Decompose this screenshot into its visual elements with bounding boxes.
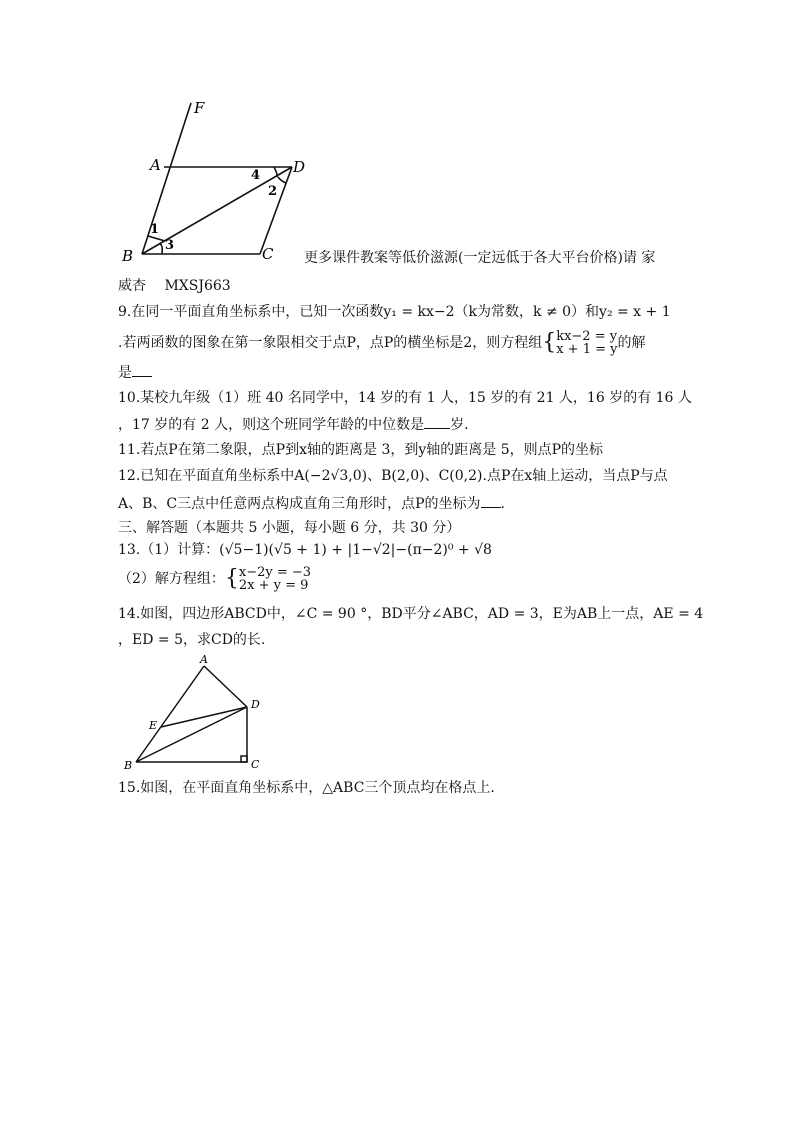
angle-2: 2: [268, 184, 278, 199]
q14-line-1: 14.如图，四边形ABCD中，∠C = 90 °，BD平分∠ABC，AD = 3，E为AB上一点，AE = 4: [118, 606, 704, 622]
label-B: B: [122, 247, 134, 265]
q9-answer-blank[interactable]: [132, 362, 152, 377]
q12-line-2-text: A、B、C三点中任意两点构成直角三角形时，点P的坐标为: [118, 496, 481, 512]
label-A2: A: [200, 653, 208, 666]
label-C: C: [262, 245, 274, 263]
q10-line-2-end: 岁.: [450, 417, 469, 433]
angle-3: 3: [165, 238, 175, 253]
label-F: F: [194, 99, 205, 117]
label-C2: C: [251, 758, 260, 771]
q13-line-1: 13.（1）计算：(√5−1)(√5 + 1) + |1−√2|−(π−2)⁰ + √8: [118, 542, 492, 558]
q9-eq-2: x + 1 = y: [556, 342, 618, 357]
angle-1: 1: [150, 222, 160, 237]
q9-line-2-end: 的解: [617, 335, 646, 351]
q9-line-1: 9.在同一平面直角坐标系中，已知一次函数y₁ = kx−2（k为常数，k ≠ 0）和y₂ = x + 1: [118, 304, 671, 320]
q9-line-2: [118, 330, 645, 356]
q10-line-2-text: ，17 岁的有 2 人，则这个班同学年龄的中位数是: [118, 417, 425, 433]
figure-parallelogram: [110, 95, 320, 270]
label-D2: D: [251, 698, 260, 711]
section-3-header: 三、解答题（本题共 5 小题，每小题 6 分，共 30 分）: [118, 520, 461, 536]
q9-brace: {: [542, 330, 557, 355]
q14-line-2: ，ED = 5，求CD的长.: [118, 632, 266, 648]
q13-eq-2: 2x + y = 9: [238, 578, 309, 593]
ad-line-2: 威杏 MXSJ663: [118, 278, 231, 294]
q12-line-2: A、B、C三点中任意两点构成直角三角形时，点P的坐标为 .: [118, 493, 505, 514]
q10-line-2: [118, 414, 469, 435]
q9-line-3: [118, 362, 152, 383]
q12-line-1: 12.已知在平面直角坐标系中A(−2√3,0)、B(2,0)、C(0,2).点P在x轴上运动，当点P与点: [118, 468, 668, 484]
q13-system: [239, 566, 311, 592]
q10-answer-blank[interactable]: [424, 414, 450, 429]
q9-eq-1: kx−2 = y: [556, 329, 618, 344]
q13-line-2-text: （2）解方程组：: [118, 571, 225, 587]
ad-line-1: 更多课件教案等低价滋源(一定远低于各大平台价格)请 家: [304, 250, 656, 266]
q10-line-1: 10.某校九年级（1）班 40 名同学中，14 岁的有 1 人，15 岁的有 21 人，16 岁的有 16 人: [118, 390, 692, 406]
q11-line-1: 11.若点P在第二象限，点P到x轴的距离是 3，到y轴的距离是 5，则点P的坐标: [118, 442, 604, 458]
angle-4: 4: [251, 168, 261, 183]
q9-line-3-text: 是: [118, 365, 132, 381]
label-A: A: [150, 156, 161, 174]
q13-line-2: [118, 566, 311, 592]
q13-eq-1: x−2y = −3: [238, 565, 312, 580]
q9-line-2-text: .若两函数的图象在第一象限相交于点P，点P的横坐标是2，则方程组: [118, 335, 543, 351]
q15-line-1: 15.如图，在平面直角坐标系中，△ABC三个顶点均在格点上.: [118, 780, 495, 796]
label-D: D: [293, 158, 306, 176]
label-E2: E: [149, 719, 158, 732]
label-B2: B: [124, 759, 133, 772]
q13-brace: {: [224, 566, 239, 591]
figure-quadrilateral: [110, 652, 275, 777]
q12-answer-blank[interactable]: [481, 493, 501, 508]
q9-system: [556, 330, 617, 356]
